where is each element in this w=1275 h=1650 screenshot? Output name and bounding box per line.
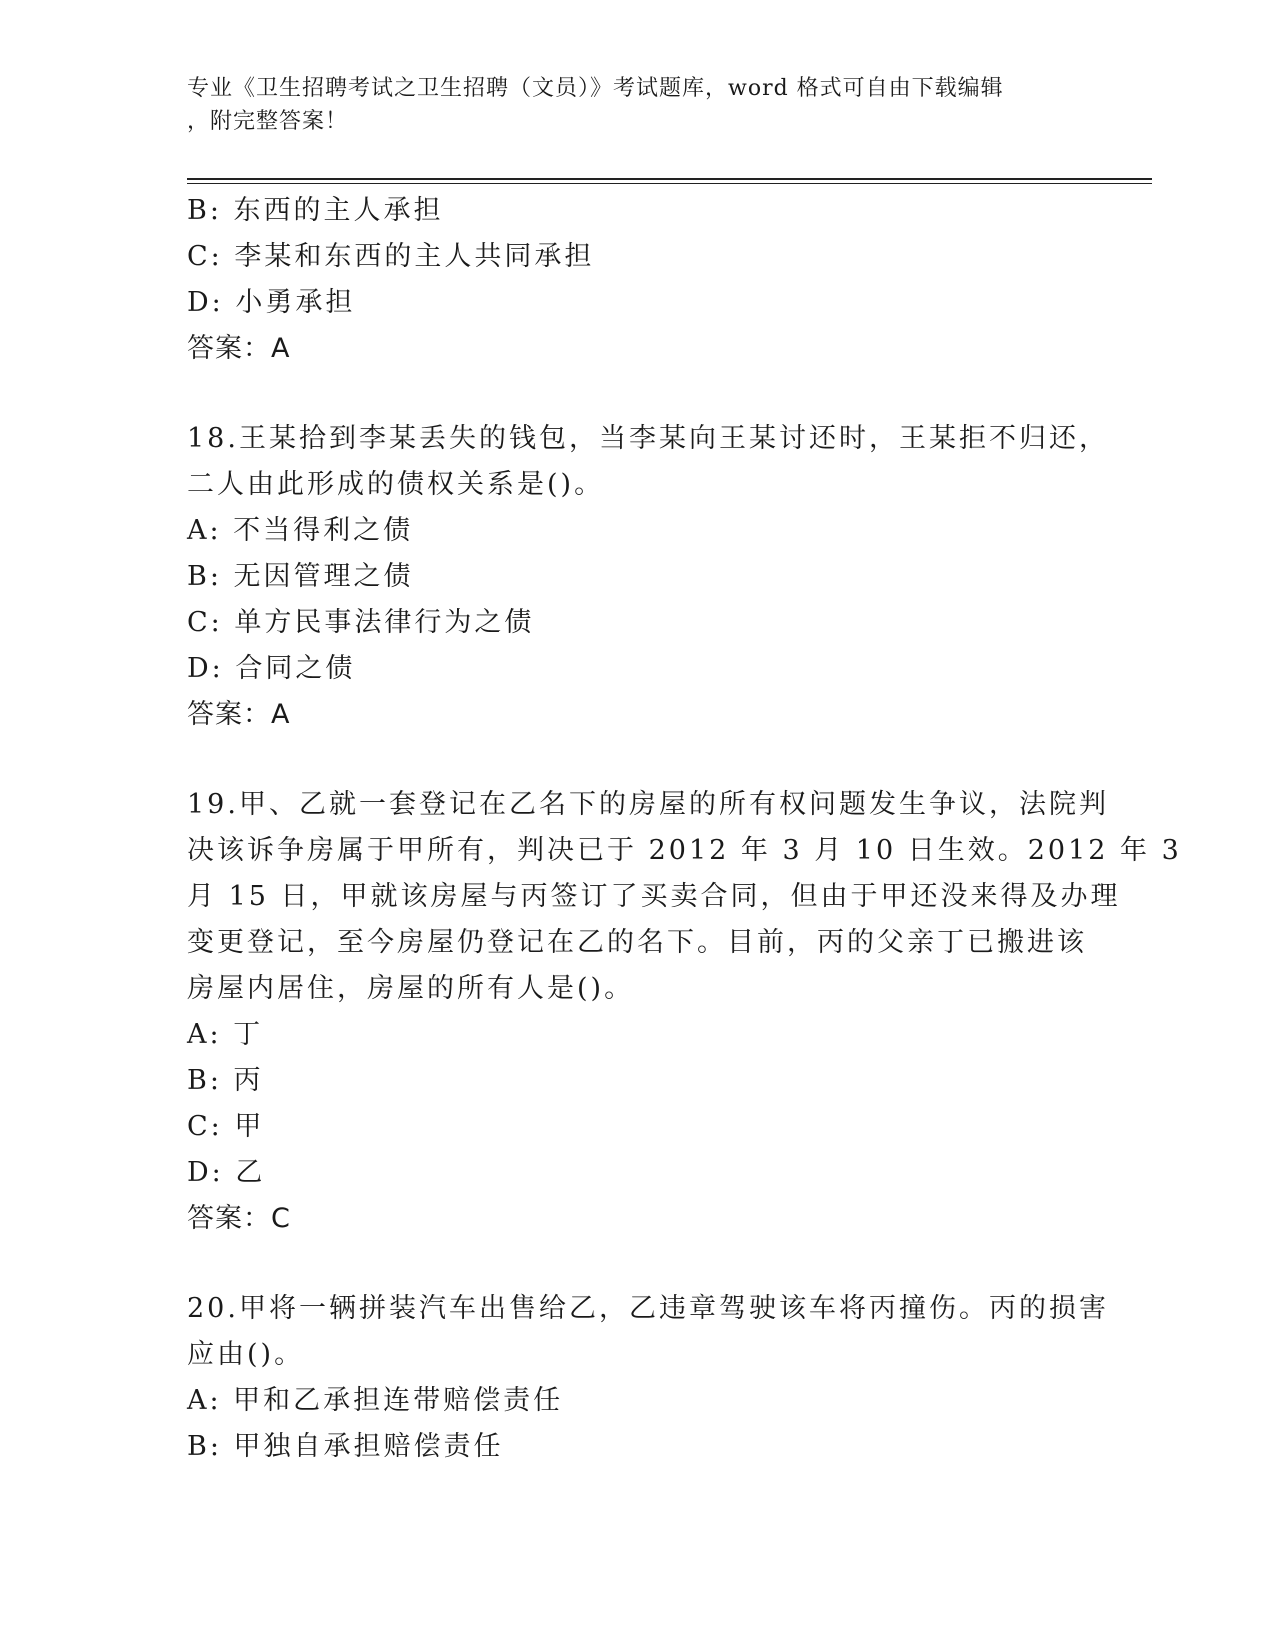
question-20 <box>187 1286 1109 1470</box>
option-b: B: 丙 <box>187 1065 264 1096</box>
option-c: C: 李某和东西的主人共同承担 <box>187 241 595 272</box>
option-d: D: 小勇承担 <box>187 287 356 318</box>
question-stem-line: 20.甲将一辆拼装汽车出售给乙，乙违章驾驶该车将丙撞伤。丙的损害 <box>187 1293 1109 1324</box>
option-b: B: 无因管理之债 <box>187 561 414 592</box>
answer-line: 答案：A <box>187 333 291 364</box>
answer-line: 答案：A <box>187 699 291 730</box>
option-b: B: 甲独自承担赔偿责任 <box>187 1431 504 1462</box>
document-header <box>187 72 1067 138</box>
question-content <box>187 188 1182 1470</box>
option-c: C: 单方民事法律行为之债 <box>187 607 535 638</box>
header-line-1: 专业《卫生招聘考试之卫生招聘（文员）》考试题库，word 格式可自由下载编辑 <box>187 76 1004 101</box>
question-stem-line: 房屋内居住，房屋的所有人是()。 <box>187 973 635 1004</box>
option-a: A: 不当得利之债 <box>187 515 414 546</box>
question-stem-line: 应由()。 <box>187 1339 305 1370</box>
question-stem-line: 决该诉争房属于甲所有，判决已于 2012 年 3 月 10 日生效。2012 年 3 <box>187 835 1182 866</box>
question-19 <box>187 782 1182 1242</box>
question-18 <box>187 416 1109 738</box>
question-stem-line: 18.王某拾到李某丢失的钱包，当李某向王某讨还时，王某拒不归还， <box>187 423 1109 454</box>
header-divider-thick <box>187 178 1152 180</box>
header-divider-thin <box>187 183 1152 184</box>
question-stem-line: 变更登记，至今房屋仍登记在乙的名下。目前，丙的父亲丁已搬进该 <box>187 927 1087 958</box>
option-a: A: 甲和乙承担连带赔偿责任 <box>187 1385 564 1416</box>
option-d: D: 乙 <box>187 1157 266 1188</box>
answer-line: 答案：C <box>187 1203 291 1234</box>
question-stem-line: 月 15 日，甲就该房屋与丙签订了买卖合同，但由于甲还没来得及办理 <box>187 881 1121 912</box>
question-17 <box>187 188 1087 372</box>
option-a: A: 丁 <box>187 1019 264 1050</box>
option-b: B: 东西的主人承担 <box>187 195 444 226</box>
option-c: C: 甲 <box>187 1111 265 1142</box>
header-line-2: ，附完整答案！ <box>187 109 349 134</box>
question-stem-line: 19.甲、乙就一套登记在乙名下的房屋的所有权问题发生争议，法院判 <box>187 789 1109 820</box>
option-d: D: 合同之债 <box>187 653 356 684</box>
question-stem-line: 二人由此形成的债权关系是()。 <box>187 469 605 500</box>
